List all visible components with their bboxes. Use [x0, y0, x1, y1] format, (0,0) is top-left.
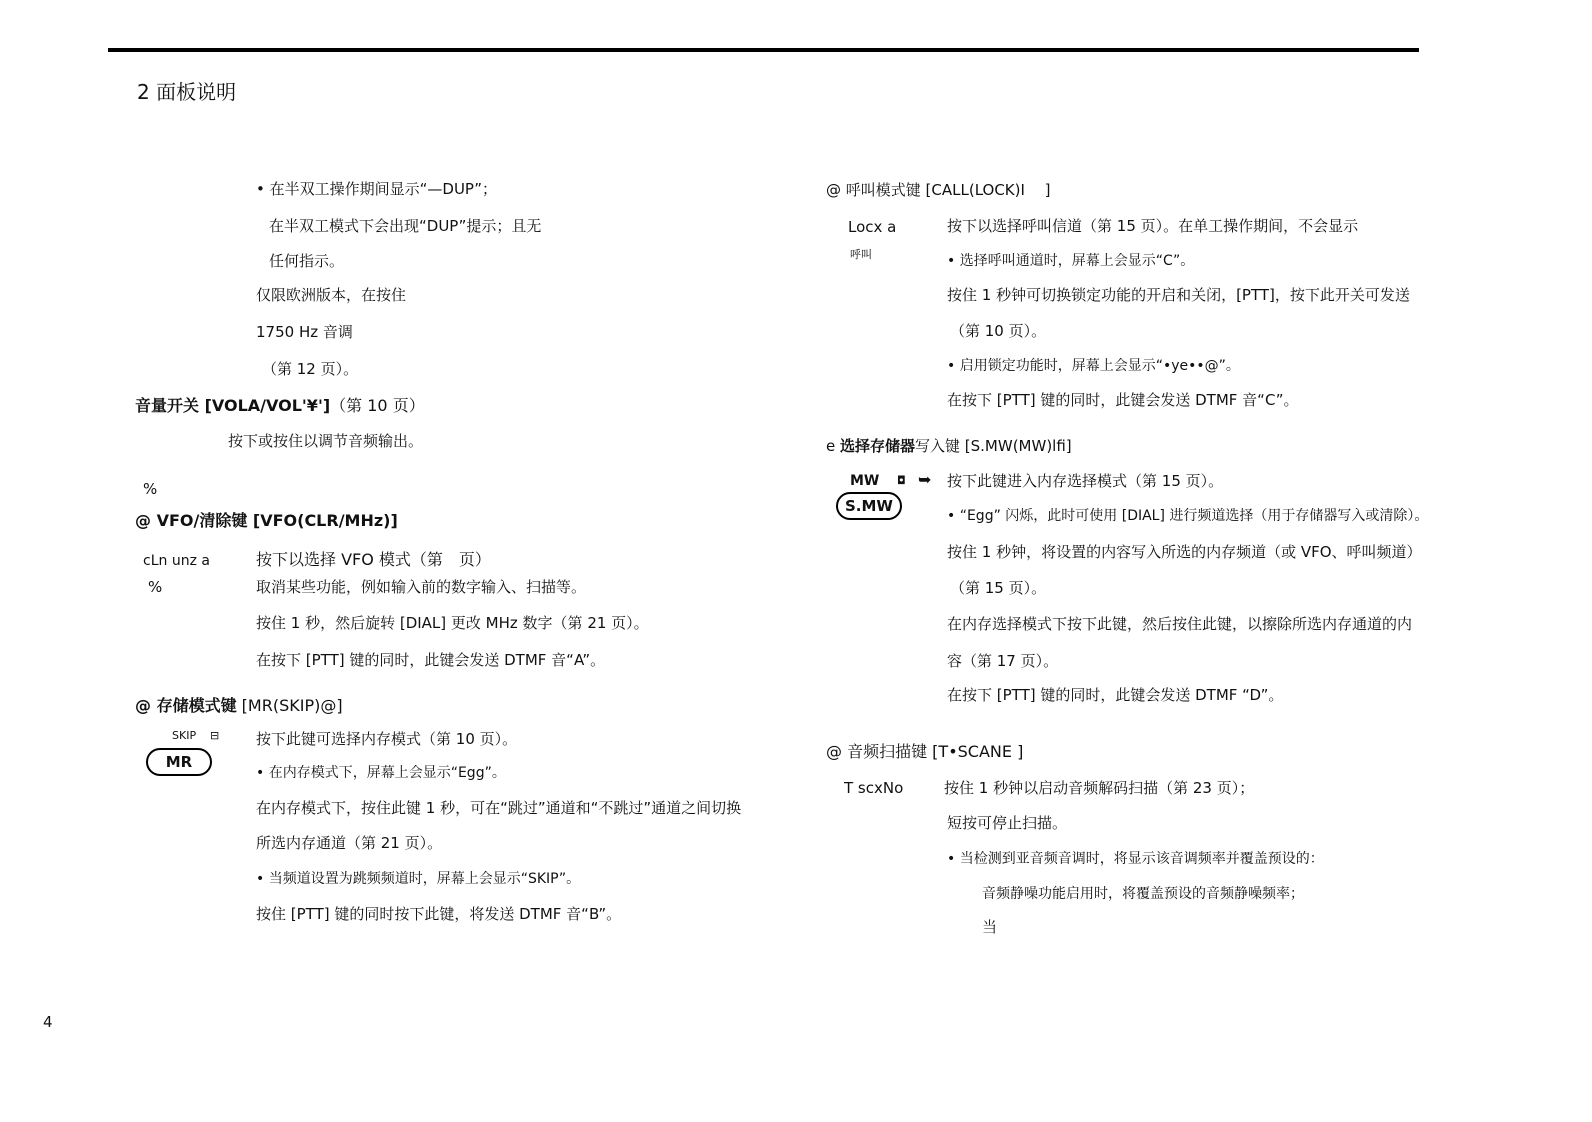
smw-heading-bold: 选择存储器 [840, 437, 916, 455]
mr-heading [135, 698, 343, 714]
tscan-line: 当 [982, 918, 998, 936]
call-key-sub: 呼叫 [850, 248, 872, 261]
smw-heading-prefix: e [826, 437, 840, 455]
volume-heading [135, 398, 425, 414]
dup-line: 在半双工模式下会出现“DUP”提示；且无 [269, 217, 542, 235]
arrow-icon: ➥ [918, 470, 932, 489]
skip-icon: ⊟ [210, 729, 220, 742]
tscan-line: 音频静噪功能启用时，将覆盖预设的音频静噪频率； [982, 886, 1304, 902]
tscan-line: 按住 1 秒钟以启动音频解码扫描（第 23 页）； [944, 779, 1255, 797]
vfo-line: 取消某些功能，例如输入前的数字输入、扫描等。 [256, 578, 587, 596]
tscan-line: • 当检测到亚音频音调时，将显示该音调频率并覆盖预设的： [947, 851, 1324, 867]
smw-heading [826, 439, 1072, 454]
mr-line: 按下此键可选择内存模式（第 10 页）。 [256, 730, 518, 748]
tscan-line: 短按可停止扫描。 [947, 814, 1068, 832]
volume-heading-label: 音量开关 [VOLA/VOL'¥'] [135, 396, 331, 415]
percent-mark: % [143, 480, 158, 498]
dup-line: 仅限欧洲版本，在按住 [256, 286, 407, 304]
smw-line: • “Egg” 闪烁，此时可使用 [DIAL] 进行频道选择（用于存储器写入或清除）。 [947, 508, 1429, 524]
tscan-key-label: T scxNo [844, 779, 904, 797]
mr-line: 按住 [PTT] 键的同时按下此键，将发送 DTMF 音“B”。 [256, 905, 622, 923]
call-line: 按住 1 秒钟可切换锁定功能的开启和关闭，[PTT]，按下此开关可发送 [947, 286, 1410, 304]
call-key-label: Locx a [848, 218, 897, 236]
call-line: （第 10 页）。 [950, 322, 1047, 340]
mr-key-icon: MR [146, 748, 212, 776]
mr-heading-label: @ 存储模式键 [135, 696, 237, 715]
vfo-line: 按下以选择 VFO 模式（第 页） [256, 550, 491, 569]
top-rule [108, 48, 1419, 52]
tscan-heading: @ 音频扫描键 [T•SCANE ] [826, 742, 1024, 761]
mr-heading-key: [MR(SKIP)@] [236, 696, 343, 715]
smw-line: 在按下 [PTT] 键的同时，此键会发送 DTMF “D”。 [947, 686, 1284, 704]
call-heading: @ 呼叫模式键 [CALL(LOCK)I ] [826, 181, 1051, 199]
mr-line: • 在内存模式下，屏幕上会显示“Egg”。 [256, 765, 506, 781]
dup-line: 1750 Hz 音调 [256, 323, 353, 341]
call-line: 在按下 [PTT] 键的同时，此键会发送 DTMF 音“C”。 [947, 391, 1299, 409]
call-line: 按下以选择呼叫信道（第 15 页）。在单工操作期间，不会显示 [947, 217, 1359, 235]
volume-description: 按下或按住以调节音频输出。 [228, 432, 424, 450]
smw-heading-rest: 写入键 [S.MW(MW)lfi] [915, 437, 1072, 455]
smw-key-icon: S.MW [836, 492, 902, 520]
mr-line: 在内存模式下，按住此键 1 秒，可在“跳过”通道和“不跳过”通道之间切换 [256, 799, 742, 817]
smw-line: 容（第 17 页）。 [947, 652, 1059, 670]
skip-label: SKIP [172, 729, 197, 742]
mr-line: • 当频道设置为跳频频道时，屏幕上会显示“SKIP”。 [256, 871, 581, 887]
mw-icon: ◘ [897, 474, 906, 487]
section-title: 2 面板说明 [137, 80, 237, 104]
mw-label: MW [850, 473, 880, 489]
call-line: • 启用锁定功能时，屏幕上会显示“•ye••@”。 [947, 358, 1240, 374]
call-line: • 选择呼叫通道时，屏幕上会显示“C”。 [947, 253, 1195, 269]
vfo-line: 在按下 [PTT] 键的同时，此键会发送 DTMF 音“A”。 [256, 651, 606, 669]
smw-line: （第 15 页）。 [950, 579, 1047, 597]
smw-line: 在内存选择模式下按下此键，然后按住此键，以擦除所选内存通道的内 [947, 615, 1413, 633]
smw-line: 按下此键进入内存选择模式（第 15 页）。 [947, 472, 1224, 490]
smw-line: 按住 1 秒钟，将设置的内容写入所选的内存频道（或 VFO、呼叫频道） [947, 543, 1422, 561]
percent-mark: % [148, 578, 163, 596]
page-number: 4 [43, 1013, 53, 1031]
dup-line: 任何指示。 [269, 252, 345, 270]
vfo-heading: @ VFO/清除键 [VFO(CLR/MHz)] [135, 511, 398, 530]
dup-bullet: • 在半双工操作期间显示“—DUP”； [256, 180, 498, 198]
volume-page-ref: （第 10 页） [330, 396, 425, 415]
vfo-line: 按住 1 秒，然后旋转 [DIAL] 更改 MHz 数字（第 21 页）。 [256, 614, 649, 632]
mr-line: 所选内存通道（第 21 页）。 [256, 834, 443, 852]
vfo-key-label: cLn unz a [143, 553, 210, 569]
dup-line: （第 12 页）。 [262, 360, 359, 378]
